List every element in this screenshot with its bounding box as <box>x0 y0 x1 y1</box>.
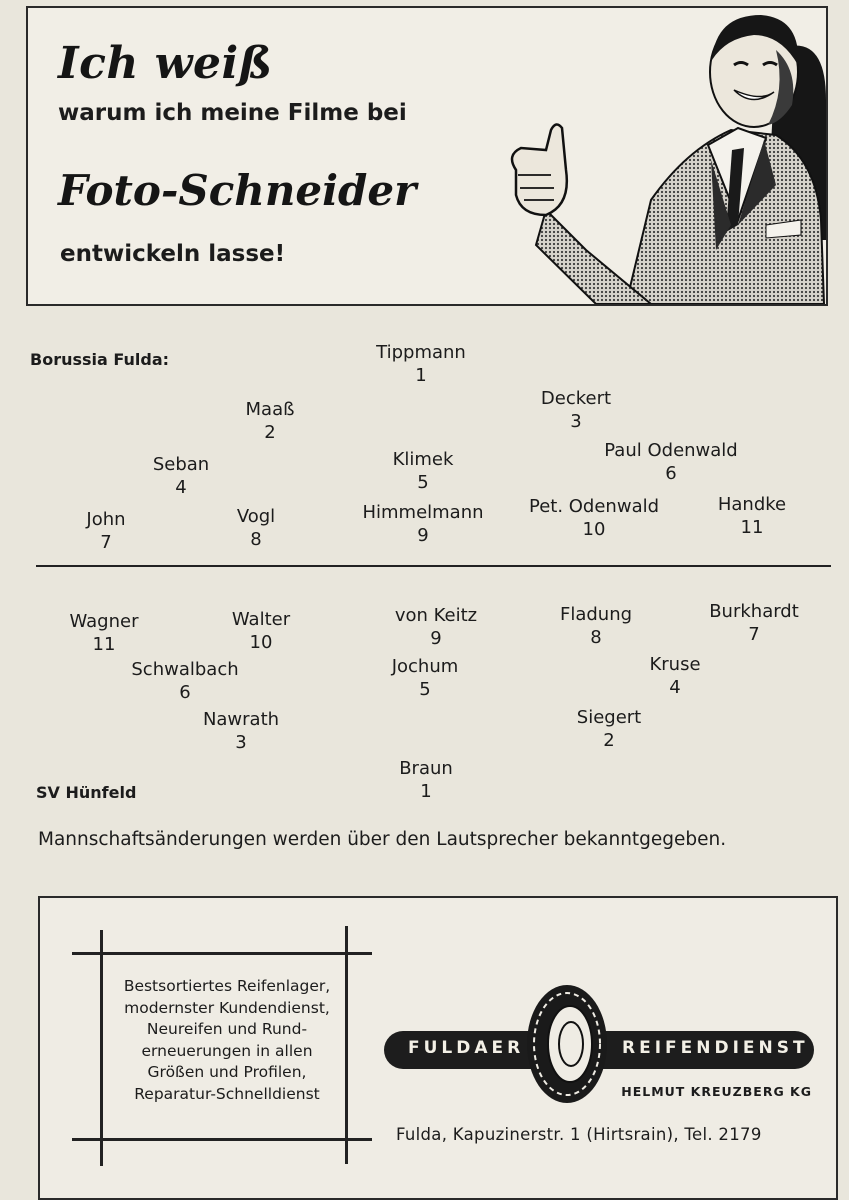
player-number: 11 <box>92 634 116 655</box>
player-name: Vogl <box>236 506 276 527</box>
thumbs-up-man-illustration <box>476 10 826 304</box>
away-player <box>232 608 290 654</box>
player-number: 8 <box>250 529 262 550</box>
player-name: Maaß <box>245 399 295 420</box>
player-number: 9 <box>417 525 429 546</box>
player-number: 7 <box>100 532 112 553</box>
player-name: Schwalbach <box>131 659 239 680</box>
player-name: Handke <box>717 494 787 515</box>
player-number: 5 <box>419 679 431 700</box>
player-number: 6 <box>665 463 677 484</box>
player-name: Deckert <box>540 388 612 409</box>
ad-headline: Ich weiß <box>58 38 273 89</box>
player-name: Tippmann <box>376 342 466 363</box>
home-player <box>529 495 659 541</box>
player-number: 2 <box>603 730 615 751</box>
player-name: Siegert <box>576 707 642 728</box>
home-team-label: Borussia Fulda: <box>30 350 170 369</box>
away-player <box>577 706 641 752</box>
away-player <box>399 757 453 803</box>
ad-closing-line: entwickeln lasse! <box>60 241 286 267</box>
away-player <box>649 653 700 699</box>
foto-schneider-ad <box>26 6 828 306</box>
player-name: von Keitz <box>394 605 478 626</box>
player-number: 3 <box>235 732 247 753</box>
player-name: Jochum <box>391 656 459 677</box>
away-team-label: SV Hünfeld <box>36 783 137 802</box>
player-number: 4 <box>669 677 681 698</box>
home-player <box>246 398 295 444</box>
player-number: 6 <box>179 682 191 703</box>
player-number: 10 <box>249 632 273 653</box>
player-number: 8 <box>590 627 602 648</box>
banner-word-left: FULDAER <box>408 1038 525 1058</box>
player-name: Wagner <box>69 611 139 632</box>
home-player <box>237 505 275 551</box>
services-line: modernster Kundendienst, <box>124 998 330 1017</box>
away-player <box>560 603 632 649</box>
player-number: 1 <box>415 365 427 386</box>
player-number: 10 <box>582 519 606 540</box>
player-name: John <box>86 509 126 530</box>
player-number: 2 <box>264 422 276 443</box>
away-player <box>392 655 459 701</box>
player-number: 9 <box>430 628 442 649</box>
away-player <box>203 708 279 754</box>
frame-rule-bottom <box>72 1138 372 1141</box>
player-number: 3 <box>570 411 582 432</box>
tire-icon <box>524 982 610 1106</box>
player-number: 7 <box>748 624 760 645</box>
home-player <box>393 448 454 494</box>
lineup-divider <box>36 565 831 567</box>
player-name: Klimek <box>392 449 454 470</box>
away-player <box>709 600 799 646</box>
player-name: Braun <box>399 758 453 779</box>
player-number: 4 <box>175 477 187 498</box>
player-number: 5 <box>417 472 429 493</box>
services-line: Bestsortiertes Reifenlager, <box>123 977 331 995</box>
away-player <box>131 658 238 704</box>
home-player <box>541 387 611 433</box>
home-player <box>86 508 125 554</box>
services-line: Reparatur-Schnelldienst <box>134 1084 320 1103</box>
player-number: 11 <box>740 517 764 538</box>
banner-word-right: REIFENDIENST <box>622 1038 809 1058</box>
away-player <box>70 610 139 656</box>
player-name: Fladung <box>559 604 633 625</box>
frame-rule-top <box>72 952 372 955</box>
services-line: erneuerungen in allen <box>141 1041 313 1060</box>
home-player <box>376 341 466 387</box>
home-player <box>153 453 209 499</box>
company-address: Fulda, Kapuzinerstr. 1 (Hirtsrain), Tel. 2179 <box>396 1125 762 1144</box>
ad-brand-name: Foto-Schneider <box>58 166 417 215</box>
services-line: Größen und Profilen, <box>147 1063 307 1081</box>
home-player <box>718 493 786 539</box>
home-player <box>362 501 483 547</box>
player-name: Kruse <box>649 654 701 675</box>
away-player <box>395 604 477 650</box>
player-number: 1 <box>420 781 432 802</box>
home-player <box>604 439 737 485</box>
player-name: Nawrath <box>202 709 280 730</box>
services-list <box>102 976 352 1105</box>
reifendienst-ad <box>38 896 838 1200</box>
player-name: Pet. Odenwald <box>528 496 660 517</box>
lineup-change-notice: Mannschaftsänderungen werden über den Lautsprecher bekanntgegeben. <box>38 829 727 850</box>
company-name: HELMUT KREUZBERG KG <box>621 1084 812 1099</box>
player-name: Paul Odenwald <box>604 440 738 461</box>
ad-subline: warum ich meine Filme bei <box>58 100 407 126</box>
player-name: Burkhardt <box>709 601 799 622</box>
player-name: Seban <box>152 454 210 475</box>
services-line: Neureifen und Rund- <box>146 1020 308 1038</box>
player-name: Walter <box>231 609 291 630</box>
player-name: Himmelmann <box>362 502 484 523</box>
